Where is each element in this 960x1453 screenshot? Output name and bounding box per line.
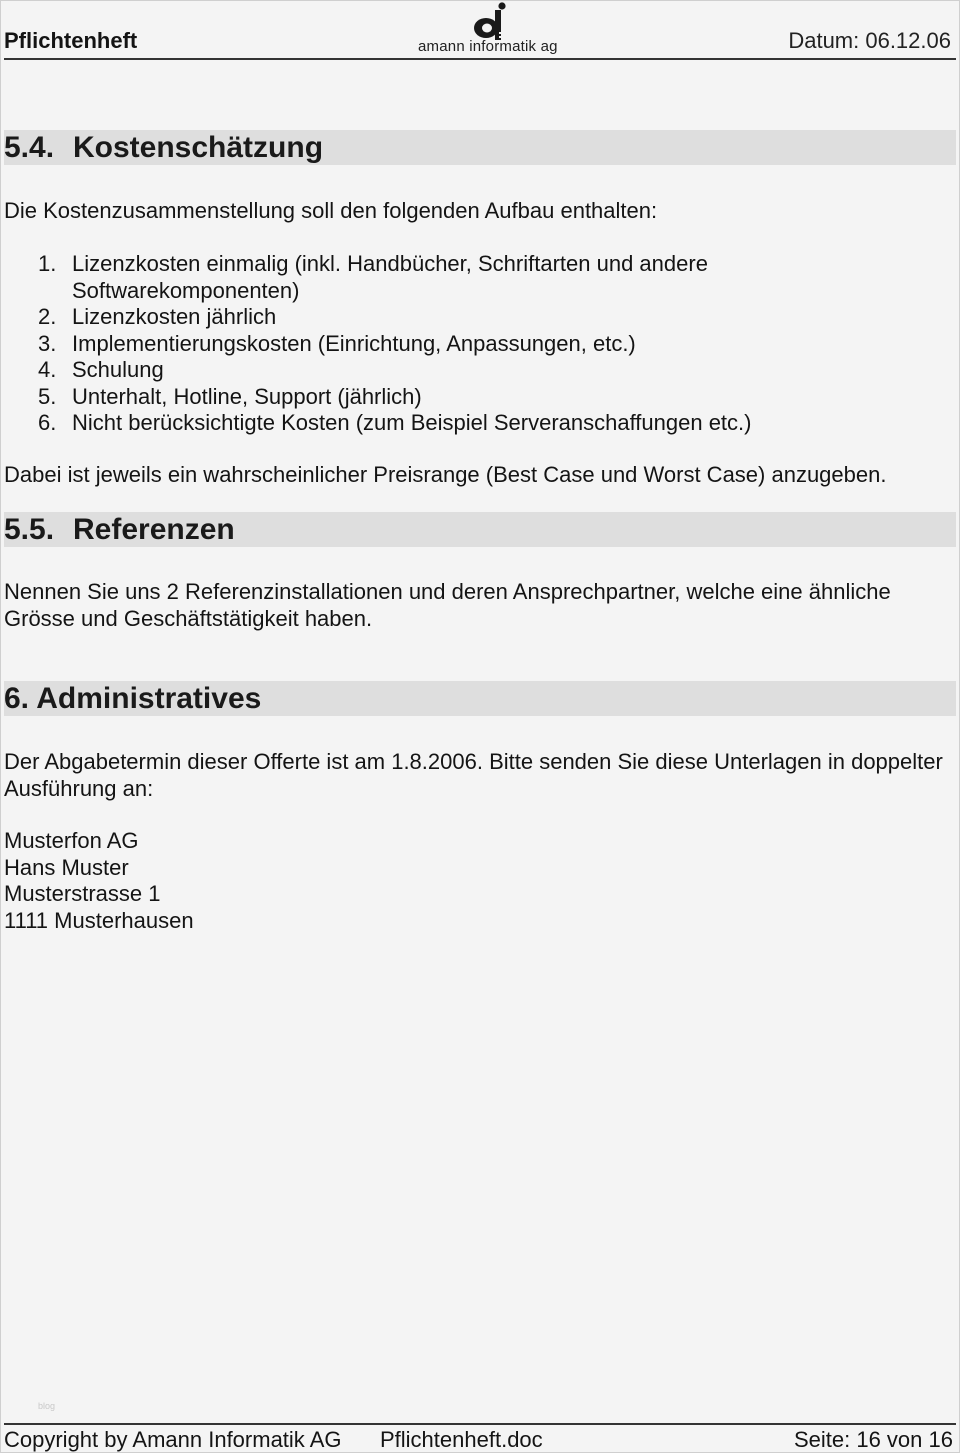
footer-filename: Pflichtenheft.doc — [380, 1427, 543, 1452]
list-item-text: Schulung — [72, 357, 164, 382]
address-line: Musterstrasse 1 — [4, 881, 161, 906]
list-item — [0, 251, 930, 304]
section-closing-paragraph: Dabei ist jeweils ein wahrscheinlicher Preisrange (Best Case und Worst Case) anzugeben. — [4, 462, 887, 487]
list-item — [0, 384, 930, 411]
section-title: Kostenschätzung — [73, 131, 324, 164]
list-item — [0, 304, 930, 331]
list-marker: 4. — [38, 357, 57, 382]
section-title: 6. Administratives — [4, 682, 262, 715]
list-item-text: Lizenzkosten einmalig (inkl. Handbücher, Schriftarten und andere Softwarekomponenten) — [72, 251, 708, 303]
list-marker: 3. — [38, 330, 57, 356]
list-item — [0, 357, 930, 384]
company-logo — [416, 2, 566, 56]
section-heading-administratives — [4, 681, 956, 716]
header-divider — [4, 58, 956, 60]
document-title: Pflichtenheft — [4, 28, 138, 53]
section-heading-kostenschaetzung — [4, 130, 956, 165]
postal-address — [4, 828, 194, 934]
list-marker: 5. — [38, 383, 57, 409]
document-date: Datum: 06.12.06 — [788, 28, 951, 53]
list-item-text: Lizenzkosten jährlich — [72, 304, 277, 329]
list-item — [0, 331, 930, 358]
footer-copyright: Copyright by Amann Informatik AG — [4, 1427, 342, 1452]
footer-page-number: Seite: 16 von 16 — [793, 1427, 953, 1452]
watermark-text: blog — [38, 1401, 56, 1411]
address-line: Musterfon AG — [4, 828, 139, 853]
address-line: Hans Muster — [4, 854, 129, 880]
list-item-text: Implementierungskosten (Einrichtung, Anpassungen, etc.) — [72, 330, 636, 356]
list-item-text: Unterhalt, Hotline, Support (jährlich) — [72, 383, 422, 409]
administrative-paragraph: Der Abgabetermin dieser Offerte ist am 1.8.2006. Bitte senden Sie diese Unterlagen in doppelter Ausführung an: — [4, 749, 943, 801]
section-number: 5.4. — [4, 131, 55, 164]
cost-structure-list — [0, 251, 930, 437]
address-line: 1111 Musterhausen — [4, 907, 194, 933]
list-item-text: Nicht berücksichtigte Kosten (zum Beispiel Serveranschaffungen etc.) — [72, 410, 752, 435]
list-marker: 2. — [38, 304, 57, 329]
references-paragraph: Nennen Sie uns 2 Referenzinstallationen und deren Ansprechpartner, welche eine ähnliche Grösse und Geschäftstätigkeit haben. — [4, 579, 891, 631]
list-marker: 6. — [38, 410, 57, 435]
logo-wordmark: amann informatik ag — [418, 38, 558, 55]
ai-logo-icon — [471, 2, 511, 40]
section-number: 5.5. — [4, 513, 55, 546]
list-marker: 1. — [38, 251, 57, 276]
page-header — [0, 0, 960, 62]
footer-divider — [4, 1423, 956, 1425]
section-heading-referenzen — [4, 512, 956, 547]
section-title: Referenzen — [73, 513, 235, 546]
list-item — [0, 410, 930, 437]
section-intro-paragraph: Die Kostenzusammenstellung soll den folgenden Aufbau enthalten: — [4, 198, 658, 223]
